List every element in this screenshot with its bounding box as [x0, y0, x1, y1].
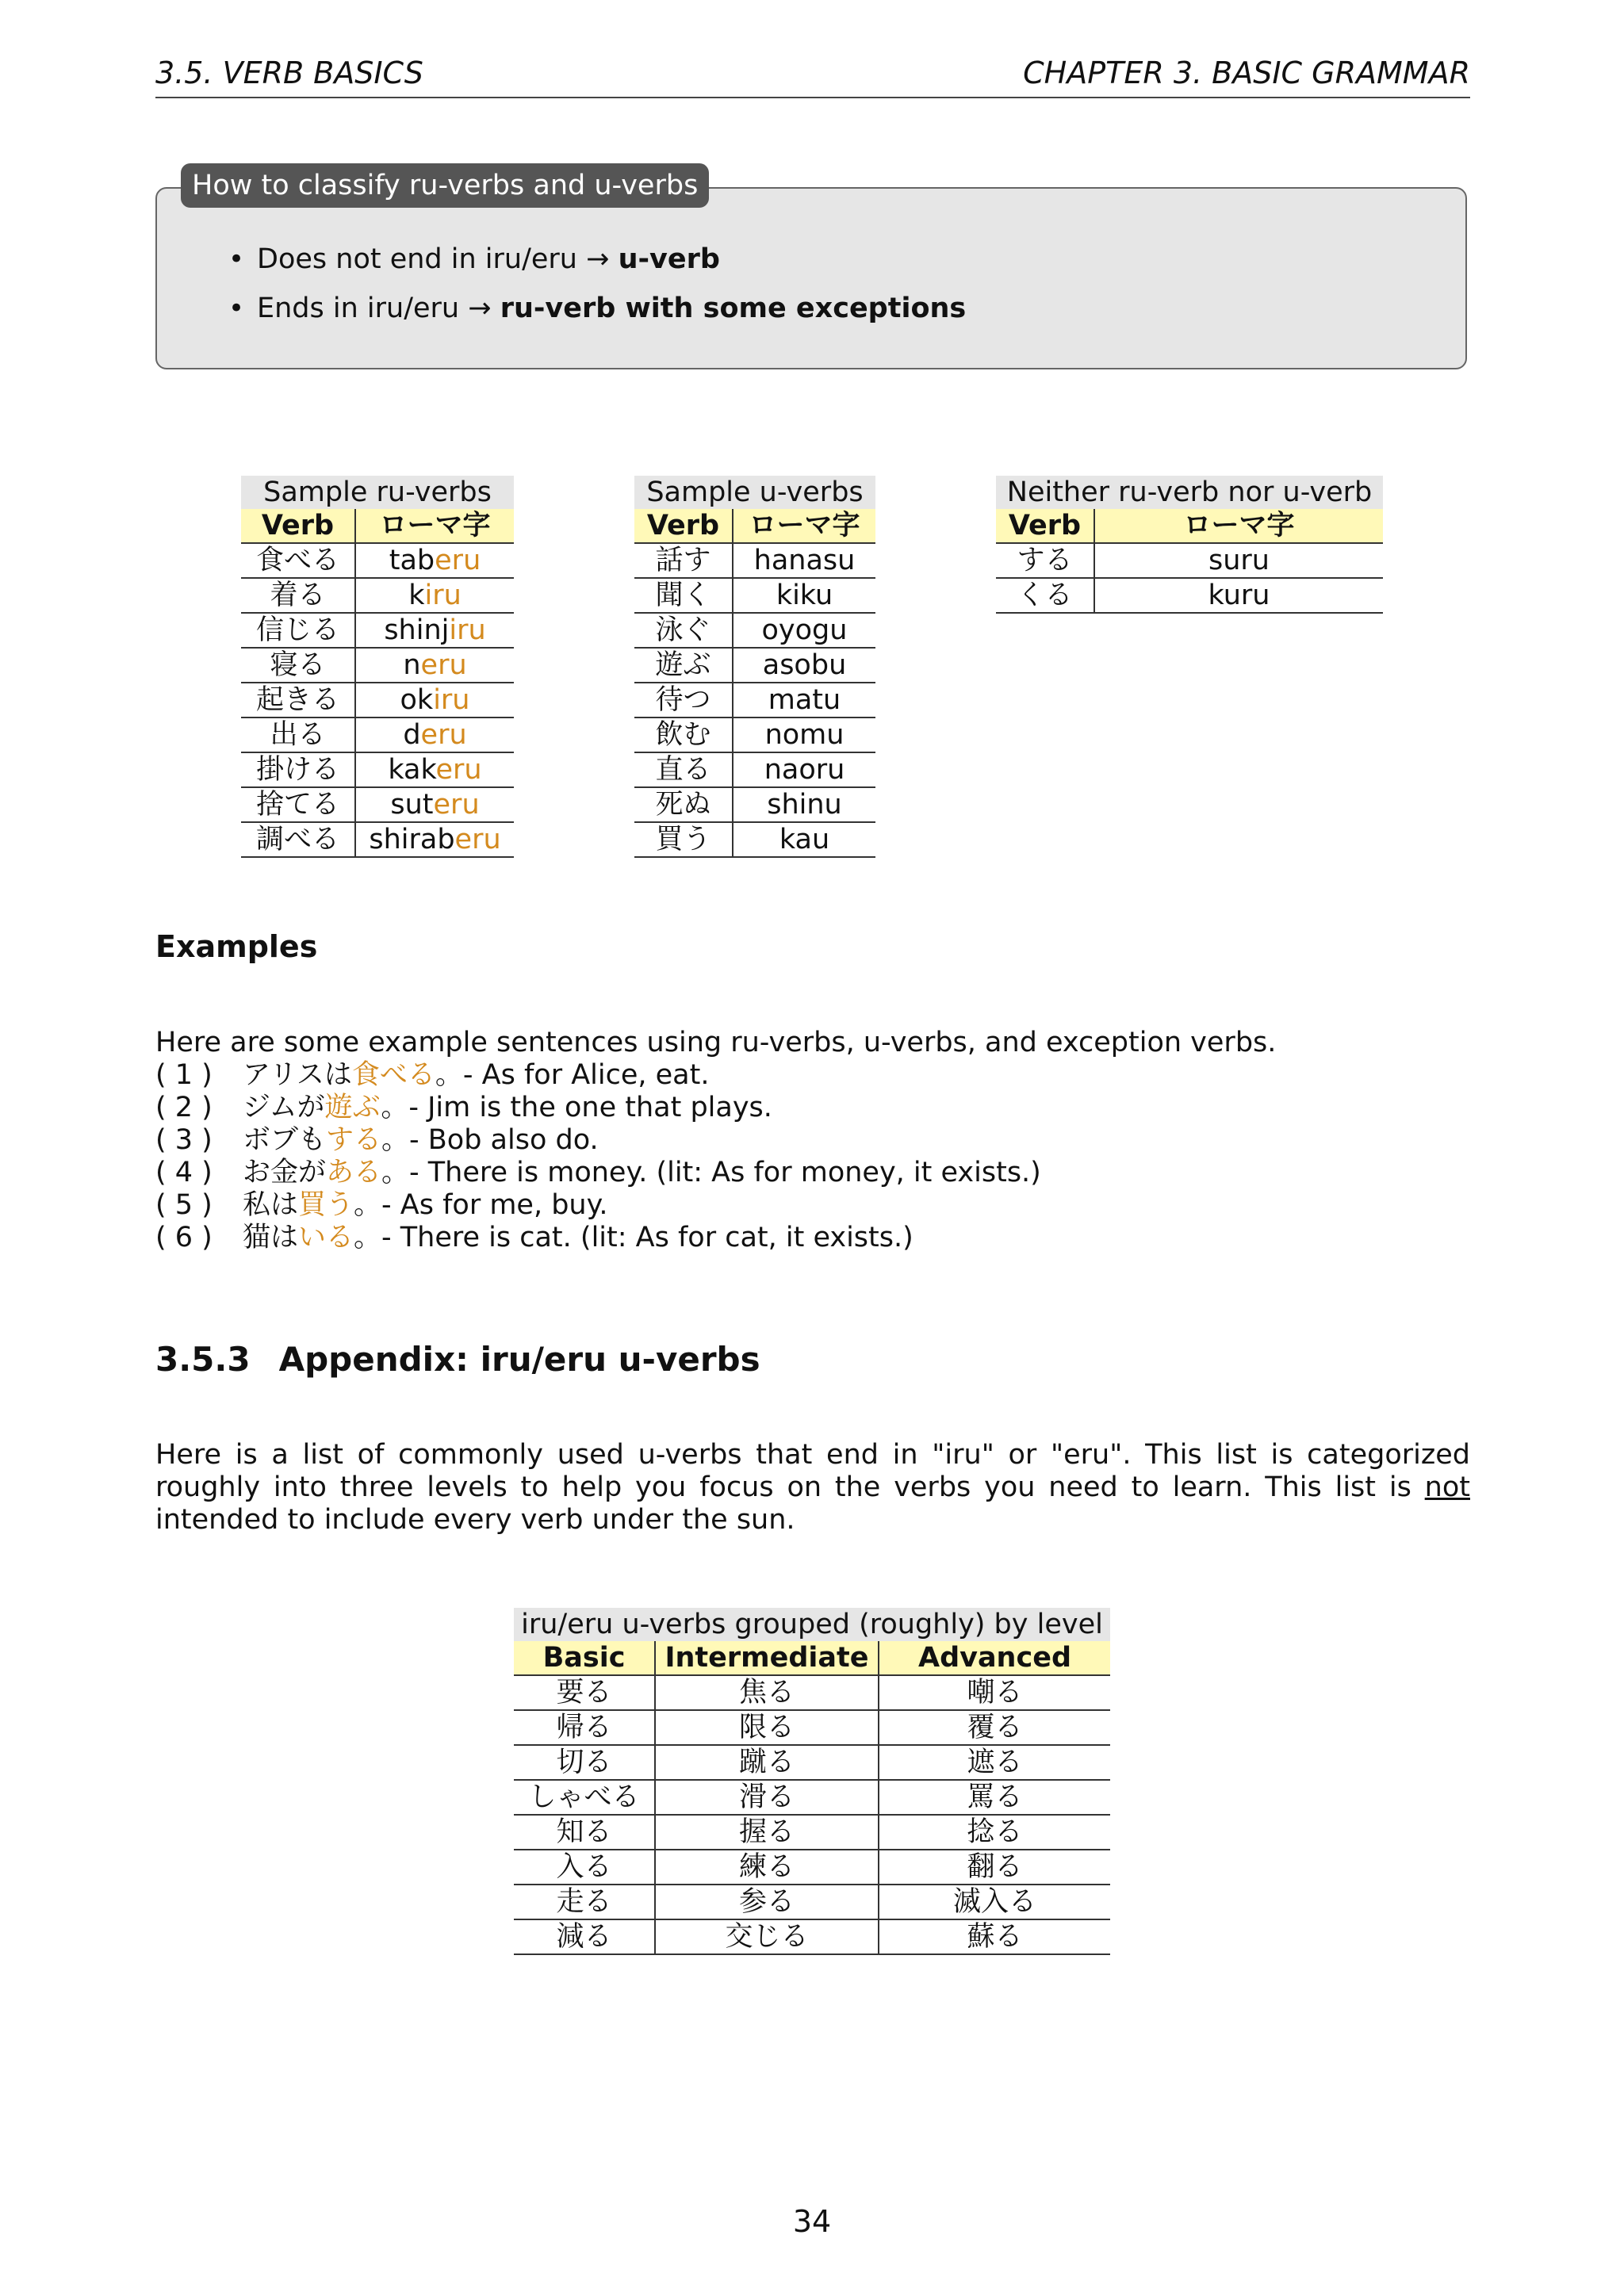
example-num: ( 5 ) [155, 1189, 213, 1221]
table-row [634, 752, 875, 787]
example-verb: 買う [298, 1189, 354, 1221]
verb-ending: eru [433, 789, 480, 821]
table-cell: neru [355, 648, 514, 683]
table-row [514, 1780, 1110, 1815]
table-cell: 走る [514, 1885, 655, 1919]
table-cell: くる [996, 578, 1094, 613]
table-cell: kiru [355, 578, 514, 613]
table-caption: Sample u-verbs [634, 476, 875, 509]
table-cell: asobu [733, 648, 875, 683]
table-cell: oyogu [733, 613, 875, 648]
box-title: How to classify ru-verbs and u-verbs [181, 163, 709, 208]
table-cell: kiku [733, 578, 875, 613]
column-header: Verb [241, 509, 355, 543]
table-cell: 翻る [879, 1850, 1110, 1885]
page-number: 34 [792, 2204, 832, 2239]
emphasis-not: not [1424, 1471, 1470, 1503]
column-header: ローマ字 [355, 509, 514, 543]
table-cell: shiraberu [355, 822, 514, 857]
examples-intro: Here are some example sentences using ru-verbs, u-verbs, and exception verbs. [155, 1027, 1277, 1058]
verb-ending: eru [420, 719, 467, 751]
header-chapter: CHAPTER 3. BASIC GRAMMAR [1023, 55, 1470, 90]
table-cell: 信じる [241, 613, 355, 648]
table-cell: 蘇る [879, 1919, 1110, 1954]
example-pre: ボブも [243, 1124, 327, 1156]
table-cell: 待つ [634, 683, 733, 718]
examples-list [155, 1059, 1041, 1254]
table-cell: kakeru [355, 752, 514, 787]
table-cell: suru [1094, 543, 1383, 578]
table-row [514, 1885, 1110, 1919]
table-cell: 参る [655, 1885, 879, 1919]
table-row [514, 1675, 1110, 1710]
table-cell: 寝る [241, 648, 355, 683]
table-cell: 捨てる [241, 787, 355, 822]
table-row [634, 578, 875, 613]
table-cell: 覆る [879, 1710, 1110, 1745]
table-row [634, 648, 875, 683]
header-section: 3.5. VERB BASICS [155, 55, 423, 90]
table-row [514, 1815, 1110, 1850]
table-caption: Sample ru-verbs [241, 476, 514, 509]
section-heading [155, 1340, 760, 1379]
table-cell: 直る [634, 752, 733, 787]
table-cell: naoru [733, 752, 875, 787]
verb-ending: eru [435, 545, 481, 576]
table-cell: 蹴る [655, 1745, 879, 1780]
example-num: ( 3 ) [155, 1124, 213, 1156]
table-cell: 交じる [655, 1919, 879, 1954]
table-row [514, 1710, 1110, 1745]
verb-ending: eru [435, 754, 482, 786]
table-cell: 話す [634, 543, 733, 578]
table-row [514, 1850, 1110, 1885]
verb-ending: iru [449, 614, 486, 646]
table-cell: shinu [733, 787, 875, 822]
example-post: 。- There is cat. (lit: As for cat, it exists.) [354, 1222, 914, 1253]
table-cell: 出る [241, 718, 355, 752]
example-pre: ジムが [243, 1092, 325, 1123]
table-row [514, 1919, 1110, 1954]
example-sentence [155, 1092, 1041, 1124]
table-row [241, 683, 514, 718]
example-verb: 遊ぶ [324, 1092, 381, 1123]
example-sentence [155, 1189, 1041, 1222]
table-cell: する [996, 543, 1094, 578]
table-row [241, 543, 514, 578]
example-pre: お金が [243, 1157, 327, 1188]
table-cell: 捻る [879, 1815, 1110, 1850]
example-post: 。- Bob also do. [381, 1124, 599, 1156]
table-cell: 食べる [241, 543, 355, 578]
section-title: Appendix: iru/eru u-verbs [278, 1340, 760, 1379]
table-cell: 切る [514, 1745, 655, 1780]
table-cell: 調べる [241, 822, 355, 857]
table-row [634, 787, 875, 822]
verb-ending: iru [424, 580, 462, 611]
table-caption: Neither ru-verb nor u-verb [996, 476, 1383, 509]
table-row [241, 718, 514, 752]
table-row [241, 787, 514, 822]
example-sentence [155, 1124, 1041, 1157]
example-pre: 猫は [243, 1222, 299, 1253]
ru-verbs-table [241, 476, 514, 858]
example-sentence [155, 1222, 1041, 1254]
column-header: Intermediate [655, 1641, 879, 1675]
example-verb: ある [326, 1157, 382, 1188]
table-cell: suteru [355, 787, 514, 822]
table-cell: 知る [514, 1815, 655, 1850]
table-row [634, 683, 875, 718]
example-pre: アリスは [243, 1059, 352, 1091]
table-caption: iru/eru u-verbs grouped (roughly) by level [514, 1608, 1110, 1641]
example-num: ( 1 ) [155, 1059, 213, 1091]
example-num: ( 4 ) [155, 1157, 213, 1188]
table-cell: 死ぬ [634, 787, 733, 822]
table-cell: 遊ぶ [634, 648, 733, 683]
table-cell: okiru [355, 683, 514, 718]
table-row [634, 822, 875, 857]
column-header: Advanced [879, 1641, 1110, 1675]
column-header: Verb [634, 509, 733, 543]
table-cell: 起きる [241, 683, 355, 718]
example-verb: いる [298, 1222, 354, 1253]
example-post: 。- Jim is the one that plays. [381, 1092, 772, 1123]
example-sentence [155, 1059, 1041, 1092]
table-cell: hanasu [733, 543, 875, 578]
table-cell: 遮る [879, 1745, 1110, 1780]
table-cell: 入る [514, 1850, 655, 1885]
table-cell: 減る [514, 1919, 655, 1954]
column-header: Verb [996, 509, 1094, 543]
table-cell: 練る [655, 1850, 879, 1885]
table-cell: 限る [655, 1710, 879, 1745]
table-cell: kau [733, 822, 875, 857]
verb-ending: eru [454, 824, 501, 855]
neither-verbs-table [996, 476, 1383, 614]
table-cell: 握る [655, 1815, 879, 1850]
table-cell: 飲む [634, 718, 733, 752]
u-verbs-table [634, 476, 875, 858]
table-row [634, 718, 875, 752]
example-verb: 食べる [351, 1059, 435, 1091]
level-table [514, 1608, 1110, 1955]
table-row [241, 752, 514, 787]
table-cell: matu [733, 683, 875, 718]
column-header: ローマ字 [733, 509, 875, 543]
table-cell: 要る [514, 1675, 655, 1710]
classification-box [155, 187, 1467, 369]
classification-list [228, 235, 966, 333]
table-cell: 掛ける [241, 752, 355, 787]
example-pre: 私は [243, 1189, 299, 1221]
table-cell: shinjiru [355, 613, 514, 648]
table-cell: nomu [733, 718, 875, 752]
example-post: 。- As for Alice, eat. [435, 1059, 710, 1091]
table-cell: しゃべる [514, 1780, 655, 1815]
section-number: 3.5.3 [155, 1340, 251, 1379]
column-header: Basic [514, 1641, 655, 1675]
table-row [634, 613, 875, 648]
table-cell: 聞く [634, 578, 733, 613]
verb-ending: iru [433, 684, 470, 716]
table-row [996, 543, 1383, 578]
example-post: 。- As for me, buy. [354, 1189, 608, 1221]
table-row [634, 543, 875, 578]
table-cell: 焦る [655, 1675, 879, 1710]
example-post: 。- There is money. (lit: As for money, it exists.) [381, 1157, 1041, 1188]
example-num: ( 6 ) [155, 1222, 213, 1253]
example-verb: する [326, 1124, 382, 1156]
example-num: ( 2 ) [155, 1092, 213, 1123]
table-cell: 嘲る [879, 1675, 1110, 1710]
table-row [241, 613, 514, 648]
table-cell: 着る [241, 578, 355, 613]
list-item: • Does not end in iru/eru → u-verb [228, 235, 966, 284]
table-row [241, 578, 514, 613]
running-header [155, 55, 1470, 98]
table-cell: 滅入る [879, 1885, 1110, 1919]
table-cell: 泳ぐ [634, 613, 733, 648]
column-header: ローマ字 [1094, 509, 1383, 543]
table-row [514, 1745, 1110, 1780]
example-sentence [155, 1157, 1041, 1189]
table-cell: 滑る [655, 1780, 879, 1815]
table-cell: deru [355, 718, 514, 752]
table-cell: 帰る [514, 1710, 655, 1745]
appendix-paragraph: Here is a list of commonly used u-verbs that end in "iru" or "eru". This list is categorized roughly into three levels to help you focus on the verbs you need to learn. This list is not intended to include every verb under the sun. [155, 1439, 1470, 1536]
table-cell: 買う [634, 822, 733, 857]
table-cell: kuru [1094, 578, 1383, 613]
table-row [241, 648, 514, 683]
verb-ending: eru [420, 649, 467, 681]
table-cell: taberu [355, 543, 514, 578]
table-cell: 罵る [879, 1780, 1110, 1815]
table-row [996, 578, 1383, 613]
table-row [241, 822, 514, 857]
list-item: • Ends in iru/eru → ru-verb with some exceptions [228, 284, 966, 333]
examples-heading: Examples [155, 929, 318, 964]
